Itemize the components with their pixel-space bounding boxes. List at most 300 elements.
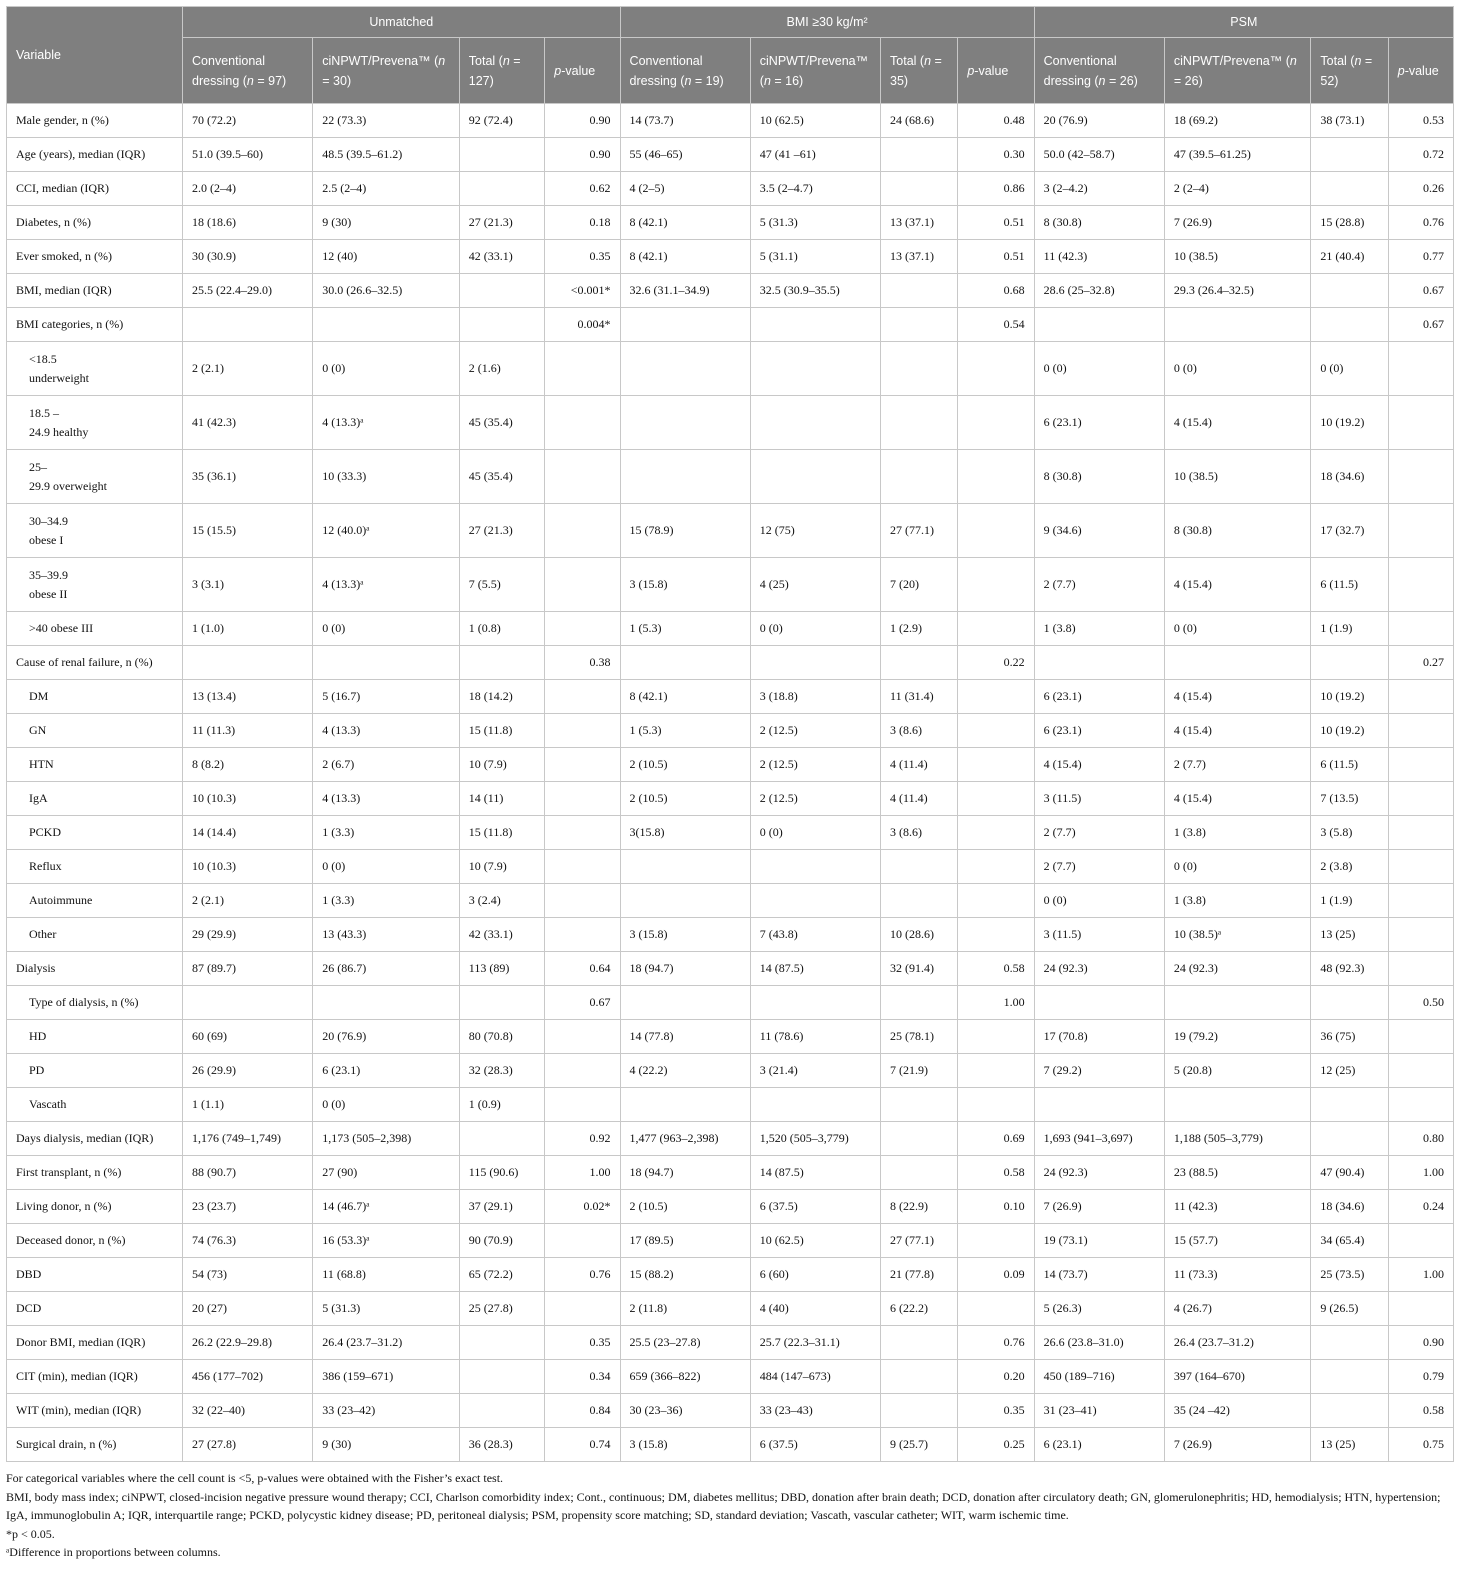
p-value-cell bbox=[545, 714, 620, 748]
value-cell: 0 (0) bbox=[313, 342, 460, 396]
p-value-cell bbox=[958, 504, 1034, 558]
p-value-cell: 0.64 bbox=[545, 952, 620, 986]
value-cell: 1,477 (963–2,398) bbox=[620, 1122, 750, 1156]
table-footnotes bbox=[6, 1469, 1454, 1562]
value-cell: 32.5 (30.9–35.5) bbox=[750, 274, 880, 308]
table-row bbox=[7, 1394, 1454, 1428]
table-row bbox=[7, 918, 1454, 952]
p-value-cell: 0.67 bbox=[545, 986, 620, 1020]
data-table bbox=[6, 6, 1454, 1462]
value-cell: 26.4 (23.7–31.2) bbox=[313, 1326, 460, 1360]
value-cell bbox=[459, 1360, 544, 1394]
value-cell: 37 (29.1) bbox=[459, 1190, 544, 1224]
row-label: DM bbox=[7, 680, 183, 714]
p-value-cell bbox=[545, 504, 620, 558]
value-cell: 16 (53.3)ᵃ bbox=[313, 1224, 460, 1258]
table-row bbox=[7, 104, 1454, 138]
value-cell: 3 (21.4) bbox=[750, 1054, 880, 1088]
table-row bbox=[7, 172, 1454, 206]
p-value-cell bbox=[1388, 850, 1453, 884]
value-cell: 15 (57.7) bbox=[1164, 1224, 1311, 1258]
value-cell: 456 (177–702) bbox=[183, 1360, 313, 1394]
value-cell bbox=[1034, 308, 1164, 342]
value-cell: 14 (87.5) bbox=[750, 1156, 880, 1190]
p-value-cell bbox=[545, 918, 620, 952]
value-cell: 1 (5.3) bbox=[620, 714, 750, 748]
row-label: 18.5 – 24.9 healthy bbox=[7, 396, 183, 450]
p-value-cell bbox=[1388, 1054, 1453, 1088]
value-cell bbox=[459, 986, 544, 1020]
value-cell bbox=[881, 138, 958, 172]
value-cell: 3 (18.8) bbox=[750, 680, 880, 714]
header-group-bmi: BMI ≥30 kg/m² bbox=[620, 7, 1034, 38]
p-value-cell bbox=[545, 612, 620, 646]
row-label: Diabetes, n (%) bbox=[7, 206, 183, 240]
value-cell bbox=[1164, 308, 1311, 342]
value-cell: 27 (27.8) bbox=[183, 1428, 313, 1462]
row-label: Surgical drain, n (%) bbox=[7, 1428, 183, 1462]
table-row bbox=[7, 1190, 1454, 1224]
value-cell: 2.0 (2–4) bbox=[183, 172, 313, 206]
value-cell: 6 (11.5) bbox=[1311, 558, 1388, 612]
value-cell: 1 (2.9) bbox=[881, 612, 958, 646]
value-cell: 10 (10.3) bbox=[183, 850, 313, 884]
p-value-cell bbox=[958, 396, 1034, 450]
value-cell bbox=[750, 646, 880, 680]
value-cell: 12 (40) bbox=[313, 240, 460, 274]
value-cell bbox=[183, 308, 313, 342]
row-label: HTN bbox=[7, 748, 183, 782]
p-value-cell: 0.50 bbox=[1388, 986, 1453, 1020]
value-cell: 0 (0) bbox=[750, 612, 880, 646]
value-cell: 33 (23–42) bbox=[313, 1394, 460, 1428]
p-value-cell bbox=[1388, 782, 1453, 816]
value-cell: 2 (10.5) bbox=[620, 748, 750, 782]
p-value-cell: 0.72 bbox=[1388, 138, 1453, 172]
table-row bbox=[7, 1122, 1454, 1156]
value-cell: 6 (11.5) bbox=[1311, 748, 1388, 782]
value-cell bbox=[620, 646, 750, 680]
value-cell: 25.7 (22.3–31.1) bbox=[750, 1326, 880, 1360]
value-cell: 18 (34.6) bbox=[1311, 450, 1388, 504]
value-cell: 20 (76.9) bbox=[313, 1020, 460, 1054]
value-cell: 484 (147–673) bbox=[750, 1360, 880, 1394]
table-row bbox=[7, 646, 1454, 680]
value-cell: 9 (30) bbox=[313, 1428, 460, 1462]
p-value-cell: 1.00 bbox=[958, 986, 1034, 1020]
p-value-cell bbox=[1388, 1020, 1453, 1054]
value-cell: 13 (25) bbox=[1311, 1428, 1388, 1462]
value-cell: 15 (11.8) bbox=[459, 816, 544, 850]
value-cell: 3 (5.8) bbox=[1311, 816, 1388, 850]
p-value-cell bbox=[1388, 1292, 1453, 1326]
value-cell: 18 (69.2) bbox=[1164, 104, 1311, 138]
table-row bbox=[7, 1360, 1454, 1394]
p-value-cell bbox=[958, 714, 1034, 748]
table-row bbox=[7, 986, 1454, 1020]
value-cell: 92 (72.4) bbox=[459, 104, 544, 138]
p-value-cell bbox=[1388, 504, 1453, 558]
row-label: GN bbox=[7, 714, 183, 748]
p-value-cell bbox=[545, 748, 620, 782]
value-cell: 45 (35.4) bbox=[459, 450, 544, 504]
value-cell: 11 (73.3) bbox=[1164, 1258, 1311, 1292]
value-cell: 2 (2–4) bbox=[1164, 172, 1311, 206]
value-cell bbox=[1311, 986, 1388, 1020]
p-value-cell bbox=[1388, 450, 1453, 504]
value-cell: 42 (33.1) bbox=[459, 240, 544, 274]
value-cell bbox=[881, 308, 958, 342]
p-value-cell bbox=[545, 1292, 620, 1326]
value-cell: 6 (23.1) bbox=[313, 1054, 460, 1088]
value-cell: 3 (8.6) bbox=[881, 816, 958, 850]
value-cell: 35 (24 –42) bbox=[1164, 1394, 1311, 1428]
value-cell: 54 (73) bbox=[183, 1258, 313, 1292]
value-cell: 32.6 (31.1–34.9) bbox=[620, 274, 750, 308]
value-cell: 15 (11.8) bbox=[459, 714, 544, 748]
value-cell: 20 (76.9) bbox=[1034, 104, 1164, 138]
p-value-cell bbox=[1388, 952, 1453, 986]
value-cell bbox=[1311, 172, 1388, 206]
p-value-cell: 0.51 bbox=[958, 240, 1034, 274]
p-value-cell bbox=[1388, 714, 1453, 748]
p-value-cell bbox=[1388, 342, 1453, 396]
value-cell: 11 (42.3) bbox=[1034, 240, 1164, 274]
table-row bbox=[7, 816, 1454, 850]
value-cell: 7 (5.5) bbox=[459, 558, 544, 612]
value-cell: 14 (11) bbox=[459, 782, 544, 816]
p-value-cell bbox=[1388, 816, 1453, 850]
p-value-cell: 0.48 bbox=[958, 104, 1034, 138]
p-value-cell bbox=[545, 396, 620, 450]
value-cell: 2 (12.5) bbox=[750, 782, 880, 816]
value-cell: 20 (27) bbox=[183, 1292, 313, 1326]
value-cell: 4 (15.4) bbox=[1164, 680, 1311, 714]
value-cell: 60 (69) bbox=[183, 1020, 313, 1054]
value-cell: 2 (12.5) bbox=[750, 748, 880, 782]
value-cell: 2 (10.5) bbox=[620, 1190, 750, 1224]
value-cell: 8 (22.9) bbox=[881, 1190, 958, 1224]
value-cell: 13 (25) bbox=[1311, 918, 1388, 952]
value-cell bbox=[750, 1088, 880, 1122]
value-cell: 24 (92.3) bbox=[1034, 1156, 1164, 1190]
row-label: BMI, median (IQR) bbox=[7, 274, 183, 308]
p-value-cell bbox=[545, 680, 620, 714]
table-row bbox=[7, 1326, 1454, 1360]
p-value-cell: 1.00 bbox=[545, 1156, 620, 1190]
value-cell: 11 (31.4) bbox=[881, 680, 958, 714]
value-cell bbox=[620, 396, 750, 450]
column-header: p-value bbox=[1388, 38, 1453, 104]
table-row bbox=[7, 1224, 1454, 1258]
p-value-cell: 0.38 bbox=[545, 646, 620, 680]
value-cell: 5 (31.3) bbox=[313, 1292, 460, 1326]
value-cell: 1 (1.9) bbox=[1311, 884, 1388, 918]
row-label: Age (years), median (IQR) bbox=[7, 138, 183, 172]
value-cell: 1 (1.0) bbox=[183, 612, 313, 646]
value-cell: 30.0 (26.6–32.5) bbox=[313, 274, 460, 308]
p-value-cell bbox=[1388, 1224, 1453, 1258]
value-cell: 1 (3.3) bbox=[313, 816, 460, 850]
value-cell: 34 (65.4) bbox=[1311, 1224, 1388, 1258]
value-cell: 29.3 (26.4–32.5) bbox=[1164, 274, 1311, 308]
row-label: Autoimmune bbox=[7, 884, 183, 918]
value-cell: 48 (92.3) bbox=[1311, 952, 1388, 986]
value-cell: 10 (38.5) bbox=[1164, 240, 1311, 274]
value-cell bbox=[1311, 1088, 1388, 1122]
value-cell bbox=[881, 274, 958, 308]
value-cell bbox=[1034, 986, 1164, 1020]
table-row bbox=[7, 782, 1454, 816]
row-label: WIT (min), median (IQR) bbox=[7, 1394, 183, 1428]
value-cell: 9 (26.5) bbox=[1311, 1292, 1388, 1326]
value-cell: 4 (11.4) bbox=[881, 782, 958, 816]
value-cell: 397 (164–670) bbox=[1164, 1360, 1311, 1394]
p-value-cell: 0.69 bbox=[958, 1122, 1034, 1156]
value-cell bbox=[313, 646, 460, 680]
p-value-cell: 0.90 bbox=[545, 104, 620, 138]
value-cell bbox=[881, 1088, 958, 1122]
value-cell: 2 (7.7) bbox=[1164, 748, 1311, 782]
p-value-cell bbox=[545, 1224, 620, 1258]
value-cell: 3 (2–4.2) bbox=[1034, 172, 1164, 206]
value-cell: 21 (40.4) bbox=[1311, 240, 1388, 274]
value-cell: 10 (62.5) bbox=[750, 104, 880, 138]
p-value-cell: 0.54 bbox=[958, 308, 1034, 342]
column-header: Conventional dressing (n = 97) bbox=[183, 38, 313, 104]
value-cell: 3 (3.1) bbox=[183, 558, 313, 612]
value-cell: 13 (37.1) bbox=[881, 206, 958, 240]
column-header: ciNPWT/Prevena™ (n = 16) bbox=[750, 38, 880, 104]
value-cell: 36 (75) bbox=[1311, 1020, 1388, 1054]
value-cell bbox=[750, 986, 880, 1020]
p-value-cell: 0.76 bbox=[958, 1326, 1034, 1360]
value-cell: 8 (30.8) bbox=[1034, 206, 1164, 240]
row-label: Reflux bbox=[7, 850, 183, 884]
p-value-cell bbox=[545, 816, 620, 850]
value-cell: 19 (79.2) bbox=[1164, 1020, 1311, 1054]
value-cell bbox=[459, 1326, 544, 1360]
p-value-cell bbox=[545, 850, 620, 884]
value-cell: 15 (15.5) bbox=[183, 504, 313, 558]
value-cell bbox=[881, 646, 958, 680]
value-cell: 4 (22.2) bbox=[620, 1054, 750, 1088]
value-cell: 9 (25.7) bbox=[881, 1428, 958, 1462]
table-row bbox=[7, 1054, 1454, 1088]
column-header: Total (n = 52) bbox=[1311, 38, 1388, 104]
value-cell: 90 (70.9) bbox=[459, 1224, 544, 1258]
value-cell: 6 (23.1) bbox=[1034, 396, 1164, 450]
value-cell: 25.5 (22.4–29.0) bbox=[183, 274, 313, 308]
value-cell: 3 (11.5) bbox=[1034, 782, 1164, 816]
p-value-cell: 0.58 bbox=[1388, 1394, 1453, 1428]
table-row bbox=[7, 558, 1454, 612]
value-cell: 4 (13.3)ᵃ bbox=[313, 558, 460, 612]
value-cell: 7 (43.8) bbox=[750, 918, 880, 952]
p-value-cell bbox=[958, 680, 1034, 714]
value-cell bbox=[1311, 274, 1388, 308]
value-cell: 25 (27.8) bbox=[459, 1292, 544, 1326]
p-value-cell: 0.92 bbox=[545, 1122, 620, 1156]
value-cell bbox=[881, 342, 958, 396]
value-cell bbox=[459, 646, 544, 680]
value-cell: 2 (2.1) bbox=[183, 884, 313, 918]
value-cell: 4 (40) bbox=[750, 1292, 880, 1326]
p-value-cell: <0.001* bbox=[545, 274, 620, 308]
value-cell: 50.0 (42–58.7) bbox=[1034, 138, 1164, 172]
p-value-cell bbox=[958, 884, 1034, 918]
value-cell bbox=[1311, 308, 1388, 342]
value-cell: 31 (23–41) bbox=[1034, 1394, 1164, 1428]
value-cell: 6 (23.1) bbox=[1034, 1428, 1164, 1462]
p-value-cell: 0.24 bbox=[1388, 1190, 1453, 1224]
row-label: <18.5 underweight bbox=[7, 342, 183, 396]
table-row bbox=[7, 680, 1454, 714]
value-cell bbox=[183, 986, 313, 1020]
value-cell: 3(15.8) bbox=[620, 816, 750, 850]
value-cell: 30 (30.9) bbox=[183, 240, 313, 274]
value-cell: 23 (88.5) bbox=[1164, 1156, 1311, 1190]
value-cell: 4 (26.7) bbox=[1164, 1292, 1311, 1326]
value-cell bbox=[620, 450, 750, 504]
value-cell: 4 (13.3)ᵃ bbox=[313, 396, 460, 450]
value-cell: 4 (15.4) bbox=[1164, 396, 1311, 450]
p-value-cell: 0.35 bbox=[545, 240, 620, 274]
value-cell bbox=[881, 1360, 958, 1394]
column-header: Total (n = 127) bbox=[459, 38, 544, 104]
row-label: Days dialysis, median (IQR) bbox=[7, 1122, 183, 1156]
value-cell: 27 (77.1) bbox=[881, 1224, 958, 1258]
value-cell: 10 (10.3) bbox=[183, 782, 313, 816]
value-cell: 32 (22–40) bbox=[183, 1394, 313, 1428]
value-cell: 12 (25) bbox=[1311, 1054, 1388, 1088]
value-cell: 30 (23–36) bbox=[620, 1394, 750, 1428]
value-cell: 27 (21.3) bbox=[459, 504, 544, 558]
value-cell: 26 (86.7) bbox=[313, 952, 460, 986]
value-cell: 13 (13.4) bbox=[183, 680, 313, 714]
p-value-cell bbox=[958, 558, 1034, 612]
value-cell: 21 (77.8) bbox=[881, 1258, 958, 1292]
value-cell bbox=[881, 884, 958, 918]
value-cell: 1,176 (749–1,749) bbox=[183, 1122, 313, 1156]
value-cell: 0 (0) bbox=[313, 850, 460, 884]
row-label: 35–39.9 obese II bbox=[7, 558, 183, 612]
value-cell: 12 (75) bbox=[750, 504, 880, 558]
value-cell: 65 (72.2) bbox=[459, 1258, 544, 1292]
row-label: PD bbox=[7, 1054, 183, 1088]
p-value-cell bbox=[1388, 884, 1453, 918]
p-value-cell: 0.02* bbox=[545, 1190, 620, 1224]
value-cell: 386 (159–671) bbox=[313, 1360, 460, 1394]
value-cell: 5 (31.1) bbox=[750, 240, 880, 274]
p-value-cell: 0.25 bbox=[958, 1428, 1034, 1462]
value-cell: 4 (15.4) bbox=[1164, 782, 1311, 816]
row-label: BMI categories, n (%) bbox=[7, 308, 183, 342]
p-value-cell bbox=[545, 1020, 620, 1054]
footnote: ᵃDifference in proportions between columns. bbox=[6, 1545, 221, 1559]
value-cell: 8 (42.1) bbox=[620, 680, 750, 714]
column-header: p-value bbox=[545, 38, 620, 104]
value-cell: 4 (13.3) bbox=[313, 782, 460, 816]
value-cell: 13 (43.3) bbox=[313, 918, 460, 952]
row-label: First transplant, n (%) bbox=[7, 1156, 183, 1190]
value-cell bbox=[1164, 986, 1311, 1020]
value-cell: 18 (94.7) bbox=[620, 952, 750, 986]
value-cell: 0 (0) bbox=[1034, 884, 1164, 918]
value-cell: 8 (30.8) bbox=[1034, 450, 1164, 504]
value-cell: 1 (1.1) bbox=[183, 1088, 313, 1122]
table-row bbox=[7, 952, 1454, 986]
value-cell: 450 (189–716) bbox=[1034, 1360, 1164, 1394]
value-cell: 10 (38.5) bbox=[1164, 450, 1311, 504]
row-label: Ever smoked, n (%) bbox=[7, 240, 183, 274]
p-value-cell: 0.68 bbox=[958, 274, 1034, 308]
value-cell: 2 (6.7) bbox=[313, 748, 460, 782]
value-cell: 8 (42.1) bbox=[620, 206, 750, 240]
value-cell: 11 (11.3) bbox=[183, 714, 313, 748]
p-value-cell: 0.10 bbox=[958, 1190, 1034, 1224]
table-container bbox=[6, 6, 1454, 1562]
value-cell: 1 (5.3) bbox=[620, 612, 750, 646]
value-cell: 25 (78.1) bbox=[881, 1020, 958, 1054]
p-value-cell bbox=[1388, 680, 1453, 714]
value-cell: 6 (37.5) bbox=[750, 1190, 880, 1224]
value-cell bbox=[881, 1394, 958, 1428]
p-value-cell bbox=[1388, 748, 1453, 782]
p-value-cell: 0.34 bbox=[545, 1360, 620, 1394]
row-label: DBD bbox=[7, 1258, 183, 1292]
value-cell bbox=[620, 884, 750, 918]
p-value-cell bbox=[1388, 558, 1453, 612]
value-cell bbox=[459, 172, 544, 206]
value-cell: 13 (37.1) bbox=[881, 240, 958, 274]
value-cell: 659 (366–822) bbox=[620, 1360, 750, 1394]
p-value-cell bbox=[545, 558, 620, 612]
p-value-cell bbox=[958, 918, 1034, 952]
value-cell bbox=[750, 342, 880, 396]
p-value-cell: 0.35 bbox=[958, 1394, 1034, 1428]
value-cell: 9 (34.6) bbox=[1034, 504, 1164, 558]
row-label: Cause of renal failure, n (%) bbox=[7, 646, 183, 680]
p-value-cell: 0.51 bbox=[958, 206, 1034, 240]
value-cell: 10 (33.3) bbox=[313, 450, 460, 504]
p-value-cell bbox=[545, 1088, 620, 1122]
value-cell: 29 (29.9) bbox=[183, 918, 313, 952]
value-cell bbox=[1311, 138, 1388, 172]
value-cell: 19 (73.1) bbox=[1034, 1224, 1164, 1258]
p-value-cell bbox=[545, 884, 620, 918]
value-cell: 10 (19.2) bbox=[1311, 396, 1388, 450]
value-cell bbox=[881, 850, 958, 884]
value-cell: 15 (88.2) bbox=[620, 1258, 750, 1292]
row-label: Living donor, n (%) bbox=[7, 1190, 183, 1224]
p-value-cell bbox=[545, 1054, 620, 1088]
value-cell: 2.5 (2–4) bbox=[313, 172, 460, 206]
value-cell bbox=[881, 450, 958, 504]
value-cell bbox=[459, 308, 544, 342]
value-cell: 27 (77.1) bbox=[881, 504, 958, 558]
p-value-cell bbox=[1388, 1088, 1453, 1122]
p-value-cell: 0.30 bbox=[958, 138, 1034, 172]
value-cell: 32 (28.3) bbox=[459, 1054, 544, 1088]
p-value-cell bbox=[545, 782, 620, 816]
value-cell: 2 (1.6) bbox=[459, 342, 544, 396]
value-cell bbox=[881, 1122, 958, 1156]
p-value-cell: 0.35 bbox=[545, 1326, 620, 1360]
value-cell bbox=[620, 342, 750, 396]
value-cell bbox=[459, 138, 544, 172]
value-cell: 80 (70.8) bbox=[459, 1020, 544, 1054]
